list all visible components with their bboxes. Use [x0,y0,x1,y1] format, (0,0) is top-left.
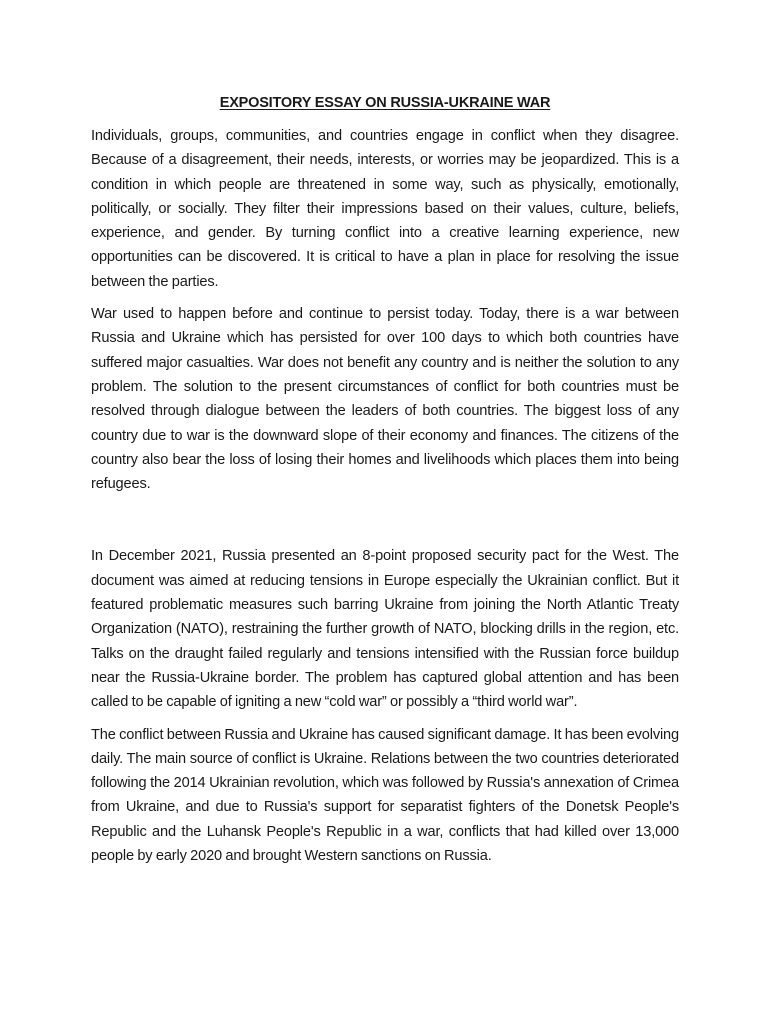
paragraph-conflict-history: The conflict between Russia and Ukraine has caused significant damage. It has been evolving daily. The main source of conflict is Ukraine. Relations between the two countries deteriorated following the 2014 Ukrainian revolution, which was followed by Russia's annexation of Crimea from Ukraine, and due to Russia's support for separatist fighters of the Donetsk People's Republic and the Luhansk People's Republic in a war, conflicts that had killed over 13,000 people by early 2020 and brought Western sanctions on Russia. [91,726,679,865]
paragraph-war-persistence: War used to happen before and continue to persist today. Today, there is a war between Russia and Ukraine which has persisted for over 100 days to which both countries have suffered major casualties. War does not benefit any country and is neither the solution to any problem. The solution to the present circumstances of conflict for both countries must be resolved through dialogue between the leaders of both countries. The biggest loss of any country due to war is the downward slope of their economy and finances. The citizens of the country also bear the loss of losing their homes and livelihoods which places them into being refugees. [91,306,679,493]
document-page [91,93,679,868]
paragraph-security-pact: In December 2021, Russia presented an 8-point proposed security pact for the West. The document was aimed at reducing tensions in Europe especially the Ukrainian conflict. But it featured problematic measures such barring Ukraine from joining the North Atlantic Treaty Organization (NATO), restraining the further growth of NATO, blocking drills in the region, etc. Talks on the draught failed regularly and tensions intensified with the Russian force buildup near the Russia-Ukraine border. The problem has captured global attention and has been called to be capable of igniting a new “cold war” or possibly a “third world war”. [91,548,679,711]
paragraph-conflict-definition: Individuals, groups, communities, and countries engage in conflict when they disagree. Because of a disagreement, their needs, interests, or worries may be jeopardized. This is a condition in which people are threatened in some way, such as physically, emotionally, politically, or socially. They filter their impressions based on their values, culture, beliefs, experience, and gender. By turning conflict into a creative learning experience, new opportunities can be discovered. It is critical to have a plan in place for resolving the issue between the parties. [91,128,679,290]
document-title: EXPOSITORY ESSAY ON RUSSIA-UKRAINE WAR [219,95,551,111]
